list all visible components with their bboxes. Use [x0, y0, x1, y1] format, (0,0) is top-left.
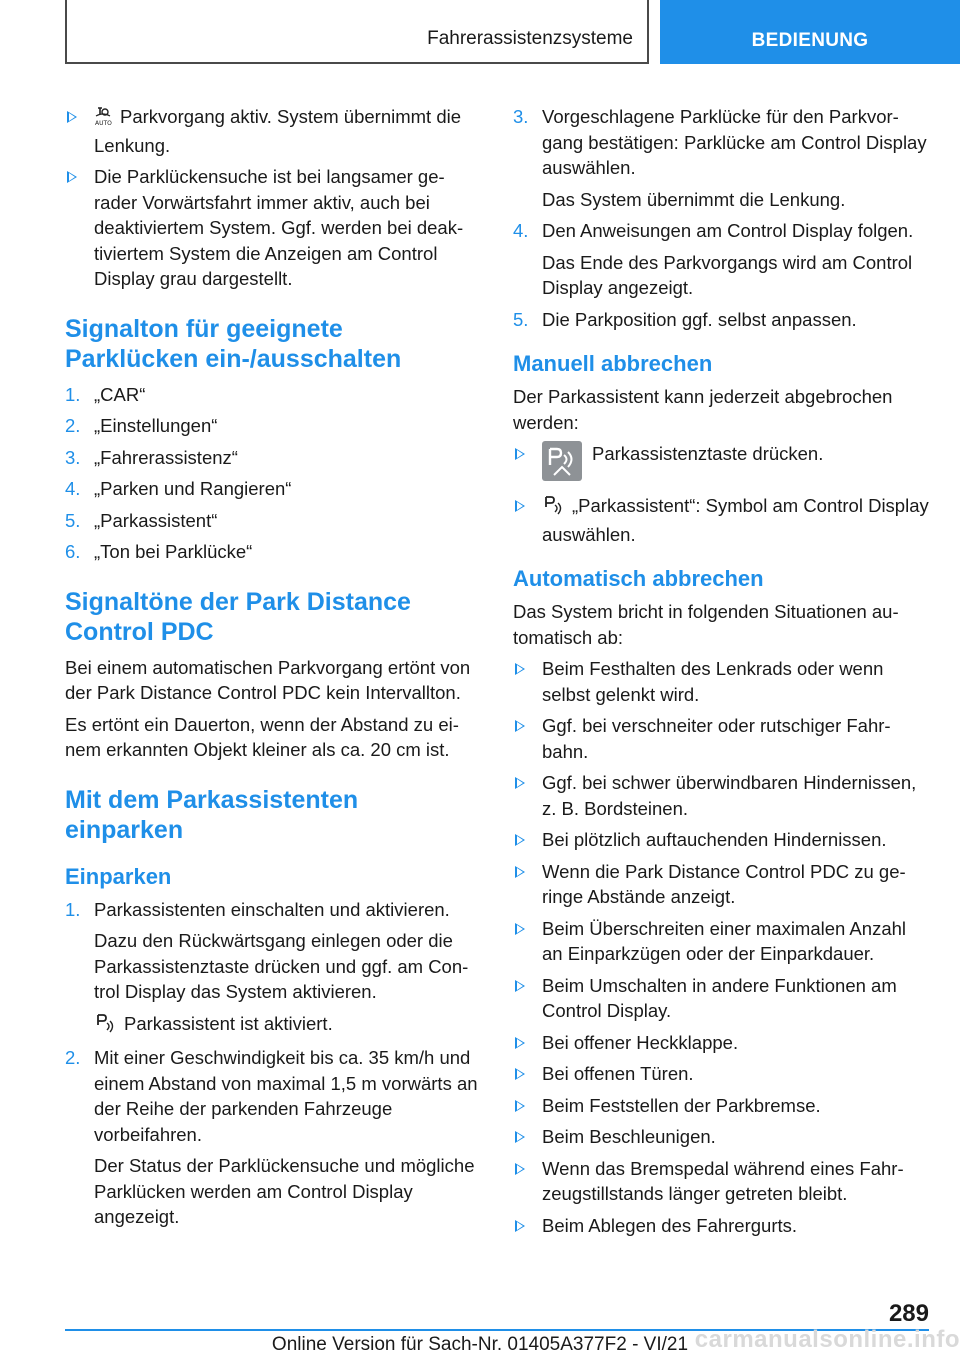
footer-online-version: Online Version für Sach-Nr. 01405A377F2 - VI/21	[271, 1334, 689, 1355]
list-item: 1. Parkassistenten einschalten und aktivieren. Dazu den Rückwärtsgang einlegen oder die Parkassistenztaste drücken und ggf. am Control Display das System aktivieren. Parkassistent ist aktiviert.	[65, 897, 480, 1040]
bullet-triangle-icon	[515, 720, 525, 732]
menu-steps-list	[65, 382, 480, 565]
list-item: 5. „Parkassistent“	[65, 509, 218, 531]
bullet-triangle-icon	[515, 663, 525, 675]
list-item: Wenn das Bremspedal während eines Fahrzeugstillstands länger getreten bleibt.	[513, 1156, 929, 1207]
paragraph: Es ertönt ein Dauerton, wenn der Abstand zu einem erkannten Objekt kleiner als ca. 20 cm ist.	[65, 713, 459, 760]
heading-signalton: Signalton für geeignete Parklücken ein-/ausschalten	[65, 314, 402, 373]
list-item: 3. Vorgeschlagene Parklücke für den Parkvorgang bestätigen: Parklücke am Control Display auswählen. Das System übernimmt die Lenkung.	[513, 106, 927, 210]
list-item: Beim Beschleunigen.	[513, 1124, 929, 1150]
list-item: Beim Festhalten des Lenkrads oder wenn selbst gelenkt wird.	[513, 656, 929, 707]
bullet-triangle-icon	[515, 1220, 525, 1232]
list-item: 1. „CAR“	[65, 383, 146, 405]
svg-text:AUTO: AUTO	[95, 120, 112, 126]
heading-pdc: Signaltöne der Park Distance Control PDC	[65, 587, 411, 646]
header-section	[65, 0, 649, 64]
list-item: 2. „Einstellungen“	[65, 415, 218, 436]
header-chapter-title: BEDIENUNG	[751, 30, 869, 51]
bullet-triangle-icon	[515, 1068, 525, 1080]
list-item: Beim Ablegen des Fahrergurts.	[513, 1213, 929, 1239]
list-item: Ggf. bei verschneiter oder rutschiger Fahrbahn.	[513, 713, 929, 764]
list-item: 5. Die Parkposition ggf. selbst anpassen.	[513, 308, 857, 330]
list-item: 3. „Fahrerassistenz“	[65, 446, 238, 468]
heading-einparken-main: Mit dem Parkassistenten einparken	[65, 785, 359, 844]
heading-einparken: Einparken	[65, 863, 172, 889]
paragraph: Der Parkassistent kann jederzeit abgebrochen werden:	[513, 386, 893, 433]
park-auto-icon	[94, 106, 112, 133]
list-item: Beim Umschalten in andere Funktionen am Control Display.	[513, 973, 929, 1024]
bullet-triangle-icon	[515, 1037, 525, 1049]
bullet-triangle-icon	[515, 500, 525, 512]
list-item: Ggf. bei schwer überwindbaren Hindernissen, z. B. Bordsteinen.	[513, 770, 929, 821]
list-item: 2. Mit einer Geschwindigkeit bis ca. 35 km/h und einem Abstand von maximal 1,5 m vorwärts an der Reihe der parkenden Fahrzeuge vorbeifahren. Der Status der Parklückensuche und mögliche Parklücken werden am Control Display angezeigt.	[65, 1047, 478, 1227]
list-item: Bei offenen Türen.	[513, 1061, 929, 1087]
paragraph: Das System bricht in folgenden Situationen automatisch ab:	[513, 601, 899, 648]
list-item: AUTO Parkvorgang aktiv. System übernimmt die Lenkung.	[65, 104, 480, 158]
park-assist-symbol-icon	[542, 495, 564, 522]
left-column	[65, 104, 480, 1236]
list-item: Bei offener Heckklappe.	[513, 1030, 929, 1056]
bullet-triangle-icon	[515, 1131, 525, 1143]
list-item: Parkassistenztaste drücken.	[513, 441, 929, 487]
watermark: carmanualsonline.info	[694, 1326, 960, 1353]
bullet-triangle-icon	[515, 923, 525, 935]
list-item: Beim Überschreiten einer maximalen Anzahl an Einparkzügen oder der Einparkdauer.	[513, 916, 929, 967]
bullet-triangle-icon	[515, 448, 525, 460]
auto-cancel-list	[513, 656, 929, 1238]
park-assist-active-icon	[94, 1013, 116, 1040]
bullet-triangle-icon	[67, 171, 77, 183]
bullet-triangle-icon	[515, 834, 525, 846]
step1-status: Parkassistent ist aktiviert.	[94, 1011, 480, 1040]
list-item: Wenn die Park Distance Control PDC zu geringe Abstände anzeigt.	[513, 859, 929, 910]
bullet-triangle-icon	[515, 777, 525, 789]
bullet-triangle-icon	[515, 1100, 525, 1112]
list-item: Beim Feststellen der Parkbremse.	[513, 1093, 929, 1119]
heading-manuell: Manuell abbrechen	[513, 351, 713, 376]
list-item: 4. „Parken und Rangieren“	[65, 478, 292, 499]
list-item: „Parkassistent“: Symbol am Control Display auswählen.	[513, 493, 929, 547]
bullet-triangle-icon	[515, 866, 525, 878]
list-item: 4. Den Anweisungen am Control Display folgen. Das Ende des Parkvorgangs wird am Control Display angezeigt.	[513, 220, 914, 298]
heading-automatisch: Automatisch abbrechen	[513, 566, 764, 591]
bullet-triangle-icon	[515, 1163, 525, 1175]
page-number: 289	[888, 1300, 929, 1327]
header-chapter	[660, 0, 960, 64]
header-section-title: Fahrerassistenzsysteme	[427, 28, 633, 49]
bullet-triangle-icon	[515, 980, 525, 992]
right-column	[513, 104, 929, 1244]
paragraph: Bei einem automatischen Parkvorgang ertönt von der Park Distance Control PDC kein Intervallton.	[65, 656, 471, 703]
park-assist-button-icon	[542, 441, 582, 481]
list-item: Die Parklückensuche ist bei langsamer gerader Vorwärtsfahrt immer aktiv, auch bei deaktiviertem System. Ggf. werden bei deaktiviertem System die Anzeigen am Control Display grau dargestellt.	[65, 164, 480, 292]
bullet-triangle-icon	[67, 111, 77, 123]
list-item: Bei plötzlich auftauchenden Hindernissen.	[513, 827, 929, 853]
list-item: 6. „Ton bei Parklücke“	[65, 541, 253, 562]
